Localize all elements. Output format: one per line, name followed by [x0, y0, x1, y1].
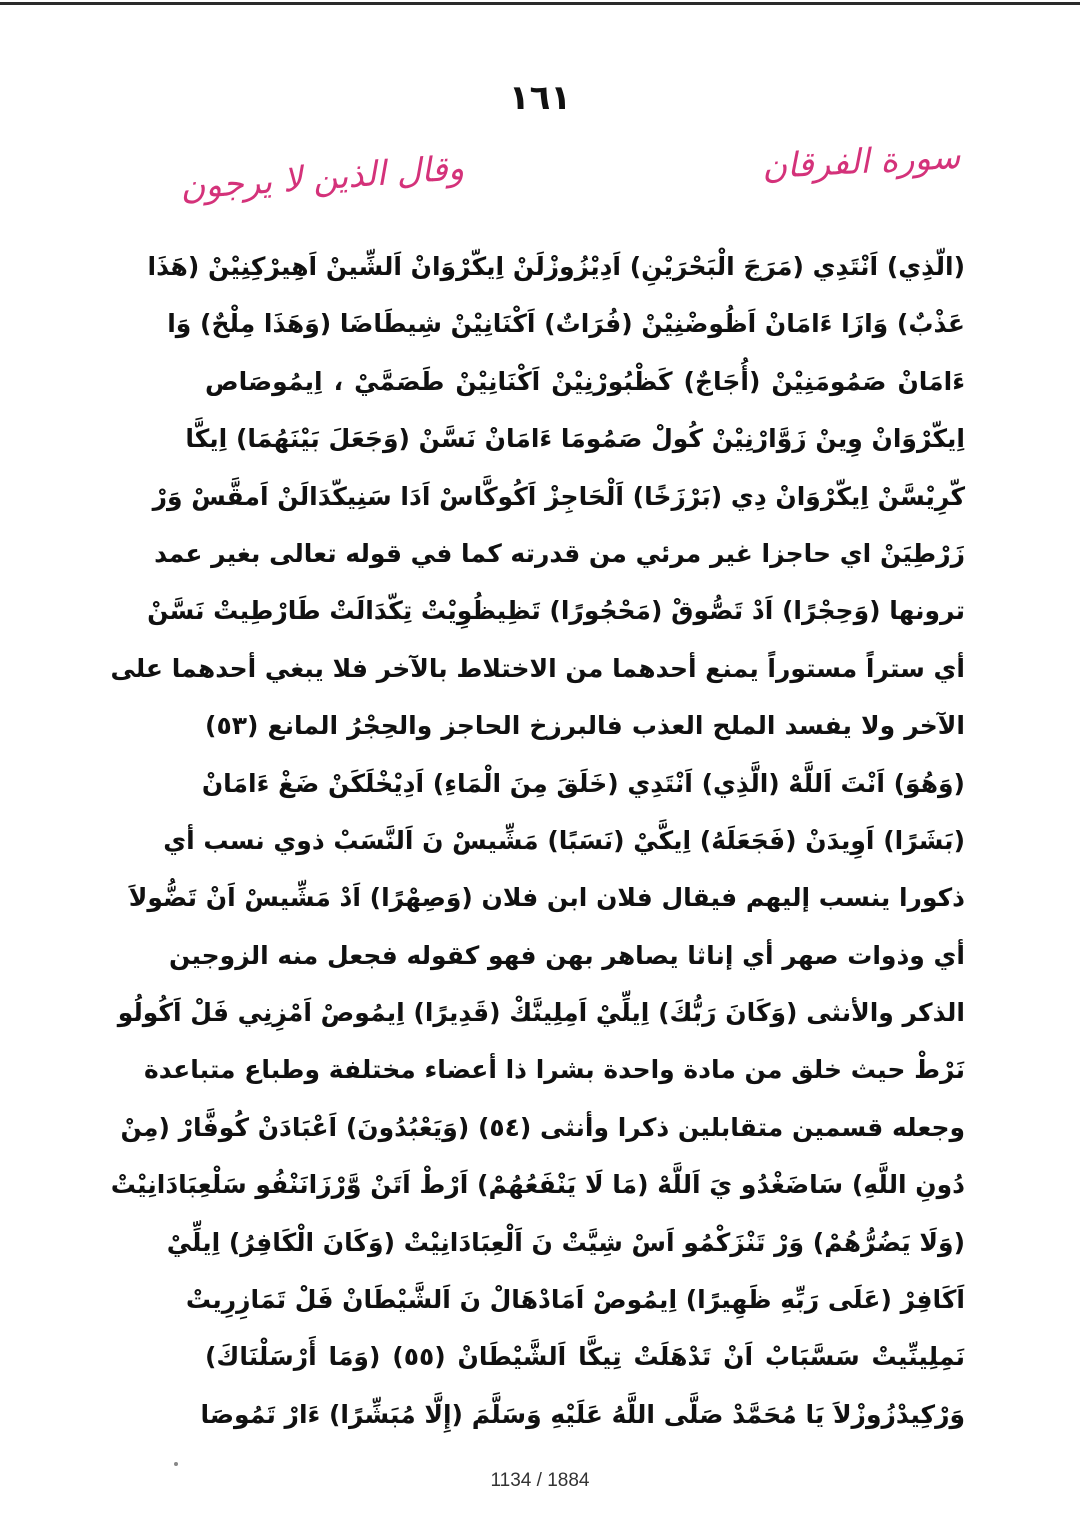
text-line: اَكَافِرْ (عَلَى رَبِّهِ ظَهِيرًا) اِيمُوصْ اَمَادْهَالْ نَ اَلشَّيْطَانْ فَلْ تَمَازِرِيتْ — [185, 1285, 965, 1315]
text-line: وَرْكِيدْزُوزْلاَ يَا مُحَمَّدْ صَلَّى اللَّهُ عَلَيْهِ وَسَلَّمَ (إِلَّا مُبَشِّرًا) ءَارْ تَمُوصَا — [200, 1399, 965, 1429]
text-line: نَرْطْ حيث خلق من مادة واحدة بشرا ذا أعضاء مختلفة وطباع متباعدة — [143, 1055, 965, 1085]
text-line: عَذْبٌ) وَازَا ءَامَانْ اَظُوضْنِيْنْ (فُرَاتٌ) اَكْنَانِيْنْ شِيطَاضَا (وَهَذَا مِلْحٌ) وَا — [167, 309, 965, 339]
text-line: زَرْطِيَنْ اي حاجزا غير مرئي من قدرته كما في قوله تعالى بغير عمد — [154, 538, 965, 568]
top-border-line — [0, 2, 1080, 5]
page-counter: 1134 / 1884 — [490, 1470, 590, 1491]
text-line: أي وذوات صهر أي إناثا يصاهر بهن فهو كقوله فجعل منه الزوجين — [168, 940, 965, 970]
scan-speck — [174, 1462, 178, 1466]
text-line: (وَهُوَ) اَنْتَ اَللَّهْ (الَّذِي) اَنْتَدِي (خَلَقَ مِنَ الْمَاءِ) اَدِيْخْلَكَنْ ضَغْ ءَامَانْ — [201, 768, 965, 798]
text-line: أي ستراً مستوراً يمنع أحدهما من الاختلاط بالآخر فلا يبغي أحدهما على — [110, 653, 965, 683]
text-line: دُونِ اللَّهِ) سَاضَغْدُو يَ اَللَّهْ (مَا لَا يَنْفَعُهُمْ) اَرْطْ اَتَنْ وَّرْزَانَنْفُو سَلْعِبَادَانِيْتْ — [110, 1170, 965, 1200]
text-line: ذكورا ينسب إليهم فيقال فلان ابن فلان (وَصِهْرًا) اَدْ مَشِّيسْ اَنْ تَضُّولاَ — [128, 883, 965, 913]
text-line: وجعله قسمين متقابلين ذكرا وأنثى (٥٤) (وَيَعْبُدُونَ) اَعْبَادَنْ كُوفَّارْ (مِنْ — [120, 1112, 965, 1142]
text-line: الآخر ولا يفسد الملح العذب فالبرزخ الحاجز والحِجْرُ المانع (٥٣) — [205, 711, 965, 741]
text-line: ءَامَانْ صَمُومَنِيْنْ (أُجَاجٌ) كَظْبُورْنِيْنْ اَكْنَانِيْنْ طَصَمَّيْ ، اِيمُوصَاص — [205, 366, 965, 396]
text-line: (الّذِي) اَنْتَدِي (مَرَجَ الْبَحْرَيْنِ) اَدِيْزُوزْلَنْ اِيكّرْوَانْ اَلشِّينْ اَهِيرْكِنِيْنْ (هَذَا — [147, 252, 965, 281]
tafsir-text-body — [110, 238, 965, 1443]
text-line: ترونها (وَحِجْرًا) اَدْ تَصُّوقْ (مَحْجُورًا) تَظِيظُوِيْتْ تِكّدَالَتْ طَارْطِيتْ نَسَّنْ — [147, 596, 965, 626]
surah-name-annotation: سورة الفرقان — [760, 136, 961, 188]
verse-start-annotation: وقال الذين لا يرجون — [178, 148, 466, 208]
text-line: الذكر والأنثى (وَكَانَ رَبُّكَ) اِيلِّيْ اَمِلِينَّكْ (قَدِيرًا) اِيمُوصْ اَمْزِنِي فَلْ اَكُولُو — [117, 998, 965, 1028]
text-line: اِيكّرْوَانْ وِينْ زَوَّارْنِيْنْ كُولْ صَمُومَا ءَامَانْ نَسَّنْ (وَجَعَلَ بَيْنَهُمَا) اِيكَّا — [185, 424, 965, 454]
text-line: نَمِلِينِّيتْ سَسَّبَابْ اَنْ تَدْهَلَتْ تِيكَّا اَلشَّيْطَانْ (٥٥) (وَمَا أَرْسَلْنَاكَ) — [205, 1342, 965, 1372]
text-line: (بَشَرًا) اَوِيدَنْ (فَجَعَلَهُ) اِيكَّيْ (نَسَبًا) مَشِّيسْ نَ اَلنَّسَبْ ذوي نسب أي — [163, 825, 965, 855]
text-line: (وَلَا يَضُرُّهُمْ) وَرْ تَنْزَكْمُو اَسْ شِيَّتْ نَ اَلْعِبَادَانِيْتْ (وَكَانَ الْكَافِرُ) اِيلِّيْ — [166, 1227, 965, 1257]
page-number: ١٦١ — [508, 78, 572, 118]
text-line: كّرِيْسَّنْ اِيكّرْوَانْ دِي (بَرْزَخًا) اَلْحَاجِزْ اَكُوكَّاسْ اَدَا سَنِيكّدَالَنْ اَمقَّسْ وَرْ — [152, 481, 965, 511]
